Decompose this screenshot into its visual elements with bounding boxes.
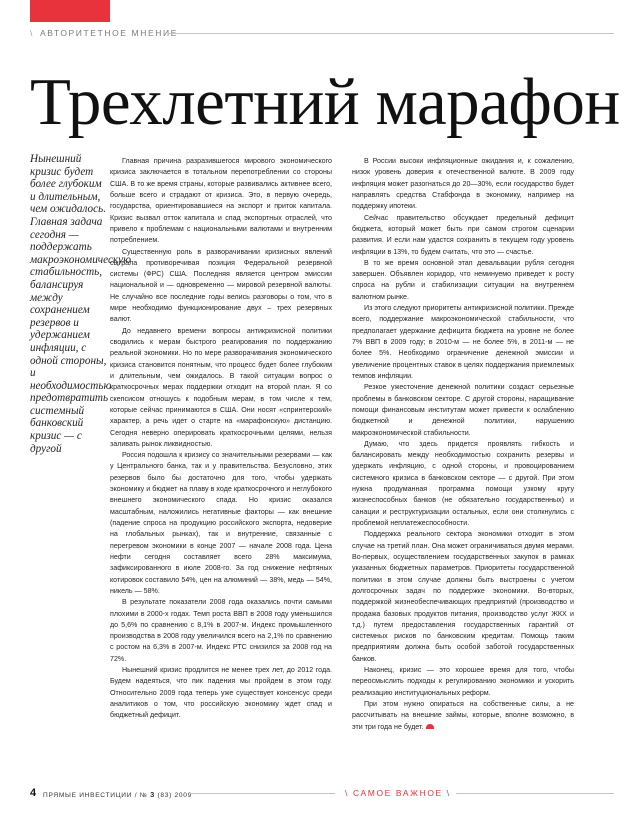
paragraph: Поддержка реального сектора экономики отходит в этом случае на третий план. Она может ограничиваться двумя мерами. Во-первых, осуществлением государственных закупок в рамках указанных бюджетных параметров. Приоритеты государственной политики в этом случае должны быть выстроены с учетом долгосрочных задач по поддержке экономики. Во-вторых, поддержкой жизнеобеспечивающих предприятий (производство и продажа базовых продуктов питания, производство услуг ЖКХ и т.д.) путем предоставления государственных гарантий от системных рисков по банковским кредитам. Помощь таким предприятиям должна быть особой заботой государственных банков. (352, 530, 574, 663)
rubric-slash: \ (30, 28, 34, 38)
article-title: Трехлетний марафон (30, 65, 620, 139)
paragraph: До недавнего времени вопросы антикризисной политики сводились к мерам быстрого реагирования по поддержанию реальной экономики. Но по мере разворачивания экономического кризиса становится понятным, что процесс будет более глубоким и длительным, чем ожидалось. В такой ситуации вопрос о краткосрочных мерах поддержки отходит на второй план. Я со скепсисом отношусь к подобным мерам, в том числе к тем, которые сейчас принимаются в США. Они носят «спринтерский» характер, а речь идет о старте на «марафонскую» дистанцию. Сегодня неверно оперировать краткосрочными целями, нельзя заливать рынок ликвидностью. (110, 326, 332, 448)
paragraph: Россия подошла к кризису со значительными резервами — как у Центрального банка, так и у правительства. Безусловно, этих резервов было бы достаточно для того, чтобы удержать экономику и бюджет на плаву в ходе краткосрочного и неглубокого внешнего экономического спада. Но кризис оказался масштабным, наложились негативные факторы — как внешние (падение спроса на продукцию российского экспорта, недоверие на глобальных рынках), так и внутренние, связанные с перегревом экономики в конце 2007 — начале 2008 года. Цена нефти сегодня составляет всего 28% максимума, зафиксированного в июле 2008-го. За год снижение нефтяных котировок составило 54%, цен на алюминий — 38%, медь — 54%, никель — 58%. (110, 451, 332, 595)
paragraph: Резкое ужесточение денежной политики создаст серьезные проблемы в банковском секторе. С другой стороны, наращивание помощи финансовым институтам может привести к ослаблению бюджетной и денежной политики, нарушению макроэкономической стабильности. (352, 383, 574, 437)
paragraph-text: При этом нужно опираться на собственные силы, а не рассчитывать на внешние займы, которые, вполне возможно, в эти три года не будет. (352, 700, 574, 731)
footer-rubric-text: САМОЕ ВАЖНОЕ (352, 788, 443, 798)
journal-title: ПРЯМЫЕ ИНВЕСТИЦИИ / № (43, 792, 151, 799)
article-column-2 (352, 156, 574, 733)
paragraph: Сейчас правительство обсуждает предельный дефицит бюджета, который может быть при самом строгом сценарии развития. И если нам удастся сохранить в текущем году уровень инфляции в 13%, то будем считать, что это — счастье. (352, 213, 574, 256)
footer-rubric-slash: \ (446, 788, 451, 798)
paragraph: Из этого следуют приоритеты антикризисной политики. Прежде всего, поддержание макроэкономической стабильности, что предполагает удержание дефицита бюджета на уровне не более 7% ВВП в 2009 году; в 2010-м — не более 5%, в 2011-м — не более 5%. Необходимо ограничение денежной эмиссии и увеличение процентных ставок в целях поддержания приемлемых темпов инфляции. (352, 304, 574, 380)
journal-name (43, 790, 192, 799)
paragraph: Главная причина разразившегося мирового экономического кризиса заключается в тотальном перепотреблении со стороны США. В то же время страны, которые развивались активнее всего, больше всего и страдают от кризиса. Это, в первую очередь, государства, ориентировавшиеся на экспорт и приток капитала. Кризис вызвал отток капитала и спад экспортных отраслей, что привело к проблемам с национальными валютами и внутренним потреблением. (110, 157, 332, 245)
last-paragraph (352, 699, 574, 733)
footer-divider-right (456, 793, 614, 794)
footer-rubric-slash: \ (345, 788, 349, 798)
paragraph: В России высоки инфляционные ожидания и, к сожалению, низок уровень доверия к отечественной валюте. В 2009 году инфляция может разогнаться до 20—30%, если государство будет направлять средства Стабфонда в экономику, например на поддержку ипотеки. (352, 157, 574, 211)
rubric-text: АВТОРИТЕТНОЕ МНЕНИЕ (39, 28, 178, 38)
footer-divider-left (190, 793, 335, 794)
paragraph: Существенную роль в разворачивании кризисных явлений сыграла противоречивая позиция Федеральной резервной системы (ФРС) США. Последняя является центром эмиссии национальной и — одновременно — мировой резервной валюты. Не случайно все последние годы велись разговоры о том, что в мире необходимо функционирование двух – трех резервных валют. (110, 247, 332, 324)
footer-rubric (345, 788, 451, 798)
article-column-1 (110, 156, 332, 722)
page-number: 4 (30, 787, 37, 799)
red-corner-block (30, 0, 110, 22)
paragraph: Наконец, кризис — это хорошее время для того, чтобы переосмыслить подходы к регулированию экономики и ускорить реализацию институциональных реформ. (352, 666, 574, 697)
paragraph: Нынешний кризис продлится не менее трех лет, до 2012 года. Будем надеяться, что пик падения мы пройдем в этом году. Относительно 2009 года теперь уже существует консенсус среди аналитиков о том, что российскую экономику ждет спад и бюджетный дефицит. (110, 666, 332, 720)
end-of-article-icon (426, 724, 434, 729)
paragraph: Думаю, что здесь придется проявлять гибкость и балансировать между необходимостью сохранить резервы и удержать инфляцию, с одной стороны, и провоцированием системного кризиса в банковском секторе — с другой. При этом нужна продуманная программа помощи узкому кругу жизнеспособных банков (не обязательно государственных) и санации и реструктуризации остальных, если они столкнулись с проблемой неплатежеспособности. (352, 439, 574, 527)
rubric-divider (168, 33, 614, 34)
issue-detail: (83) 2009 (154, 792, 193, 799)
section-rubric (30, 28, 178, 38)
paragraph: В то же время основной этап девальвации рубля сегодня завершен. Объявлен коридор, что неминуемо приведет к росту спроса на рубли и стабилизации ситуации на внутреннем валютном рынке. (352, 258, 574, 301)
issue-number: 3 (150, 790, 155, 799)
paragraph: В результате показатели 2008 года оказались почти самыми плохими в 2000-х годах. Темп роста ВВП в 2008 году уменьшился до 5,6% по сравнению с 8,1% в 2007-м. Индекс промышленного производства в 2008 году увеличился всего на 2,1% по сравнению с ростом на 6,3% в 2007-м. Индекс РТС снизился за 2008 год на 72%. (110, 598, 332, 663)
article-lead: Нынешний кризис будет более глубоким и длительным, чем ожидалось. Главная задача сегодня — поддержать макроэкономическую стабильность, балансируя между сохранением резервов и удержанием инфляции, с одной стороны, и необходимостью предотвратить системный банковский кризис — с другой (30, 153, 131, 455)
